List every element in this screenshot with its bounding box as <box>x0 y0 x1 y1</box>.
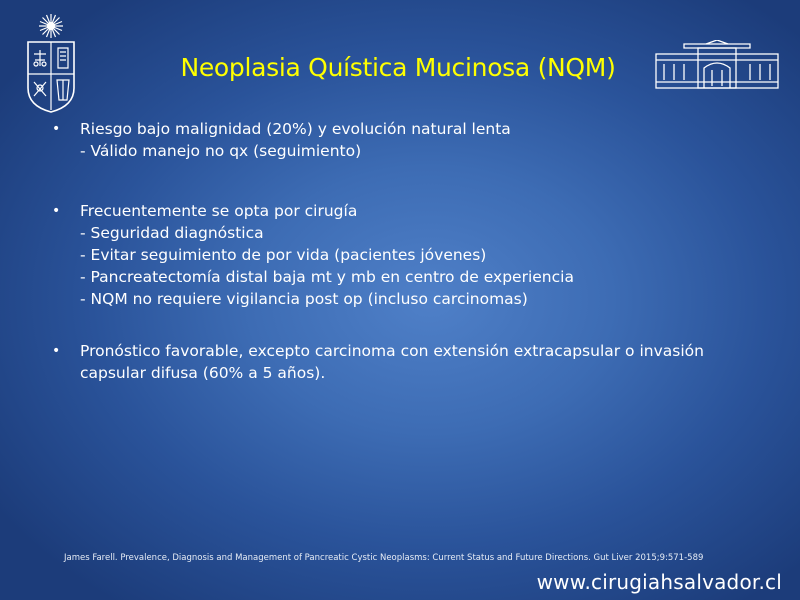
reference-citation: James Farell. Prevalence, Diagnosis and Management of Pancreatic Cystic Neoplasms: Current Status and Future Directions. Gut Liver 2015;9:571-589 <box>64 553 704 563</box>
bullet-item <box>52 340 772 384</box>
bullet-subitem: - Válido manejo no qx (seguimiento) <box>80 142 362 160</box>
bullet-item <box>52 118 772 162</box>
website-url: www.cirugiahsalvador.cl <box>536 570 782 594</box>
university-emblem-icon <box>22 10 80 114</box>
bullet-text: Pronóstico favorable, excepto carcinoma con extensión extracapsular o invasión capsular difusa (60% a 5 años). <box>80 342 704 382</box>
bullet-subitem: - Evitar seguimiento de por vida (pacientes jóvenes) <box>80 246 487 264</box>
bullet-subitem: - Pancreatectomía distal baja mt y mb en centro de experiencia <box>80 268 574 286</box>
bullet-marker: • <box>52 203 61 219</box>
slide-title: Neoplasia Quística Mucinosa (NQM) <box>180 53 616 82</box>
bullet-text: Riesgo bajo malignidad (20%) y evolución natural lenta <box>80 120 511 138</box>
bullet-marker: • <box>52 121 61 137</box>
bullet-subitem: - Seguridad diagnóstica <box>80 224 264 242</box>
bullet-marker: • <box>52 343 61 359</box>
bullet-text: Frecuentemente se opta por cirugía <box>80 202 358 220</box>
slide-content <box>52 118 772 384</box>
bullet-item <box>52 200 772 310</box>
bullet-subitem: - NQM no requiere vigilancia post op (incluso carcinomas) <box>80 290 528 308</box>
hospital-building-icon <box>654 40 780 90</box>
